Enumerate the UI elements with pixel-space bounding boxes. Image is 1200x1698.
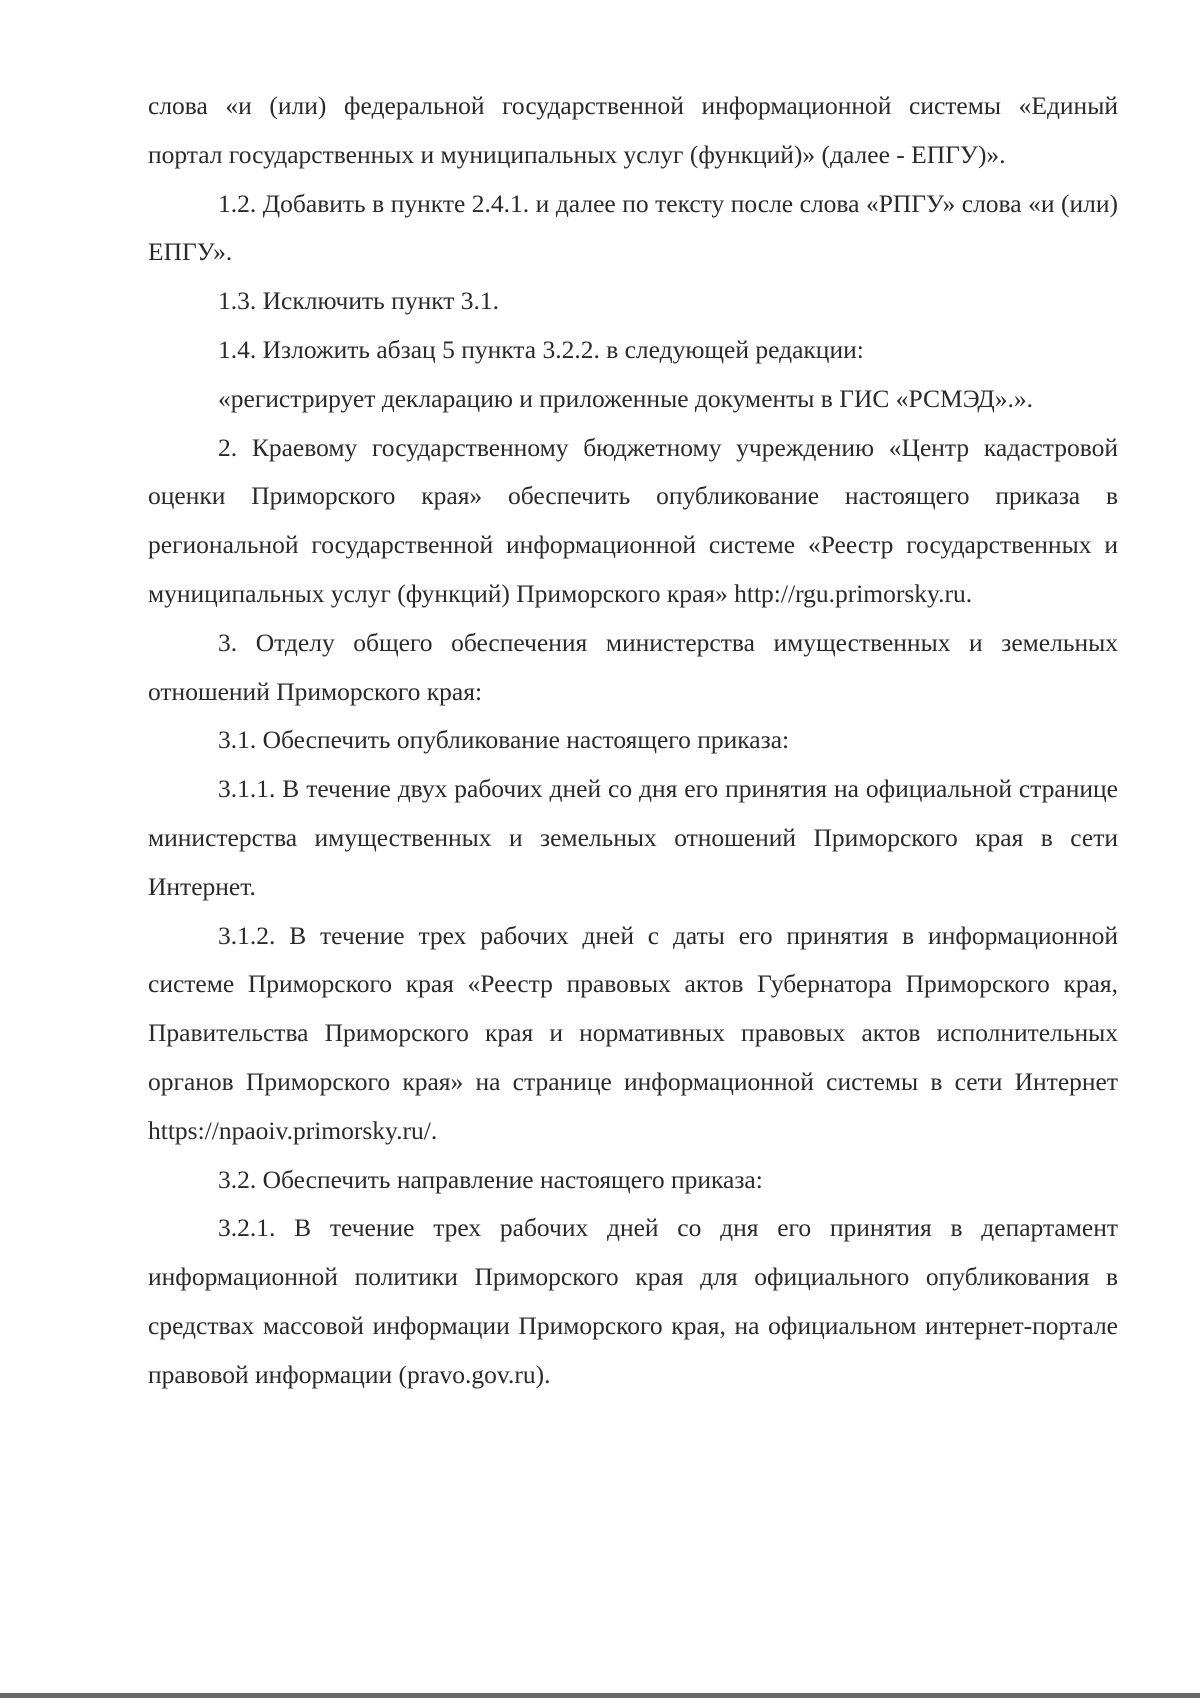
paragraph-1-4-quote: «регистрирует декларацию и приложенные документы в ГИС «РСМЭД».». — [218, 383, 1034, 413]
scan-bottom-edge — [0, 1693, 1200, 1698]
paragraph-3-2: 3.2. Обеспечить направление настоящего приказа: — [218, 1164, 763, 1194]
paragraph-1-2: 1.2. Добавить в пункте 2.4.1. и далее по тексту после слова «РПГУ» слова «и (или) ЕПГУ». — [148, 188, 1118, 267]
paragraph-3-1: 3.1. Обеспечить опубликование настоящего приказа: — [218, 725, 790, 755]
paragraph-3-1-2: 3.1.2. В течение трех рабочих дней с даты его принятия в информационной системе Приморского края «Реестр правовых актов Губернатора Приморского края, Правительства Приморского края и нормативных правовых актов исполнительных органов Приморского края» на странице информационной системы в сети Интернет https://npaoiv.primorsky.ru/. — [148, 920, 1118, 1145]
paragraph-2: 2. Краевому государственному бюджетному учреждению «Центр кадастровой оценки Приморского края» обеспечить опубликование настоящего приказа в региональной государственной информационной системе «Реестр государственных и муниципальных услуг (функций) Приморского края» http://rgu.primorsky.ru. — [148, 432, 1118, 608]
paragraph-3-2-1: 3.2.1. В течение трех рабочих дней со дня его принятия в департамент информационной политики Приморского края для официального опубликования в средствах массовой информации Приморского края, на официальном интернет-портале правовой информации (pravo.gov.ru). — [148, 1213, 1118, 1389]
paragraph-3-1-1: 3.1.1. В течение двух рабочих дней со дня его принятия на официальной странице министерства имущественных и земельных отношений Приморского края в сети Интернет. — [148, 774, 1118, 901]
paragraph-1-3: 1.3. Исключить пункт 3.1. — [218, 286, 500, 316]
paragraph-3: 3. Отделу общего обеспечения министерства имущественных и земельных отношений Приморского края: — [148, 627, 1118, 706]
paragraph-1-4: 1.4. Изложить абзац 5 пункта 3.2.2. в следующей редакции: — [218, 334, 864, 364]
paragraph-continuation: слова «и (или) федеральной государственной информационной системы «Единый портал государственных и муниципальных услуг (функций)» (далее - ЕПГУ)». — [148, 91, 1118, 169]
document-body — [148, 82, 1118, 1400]
